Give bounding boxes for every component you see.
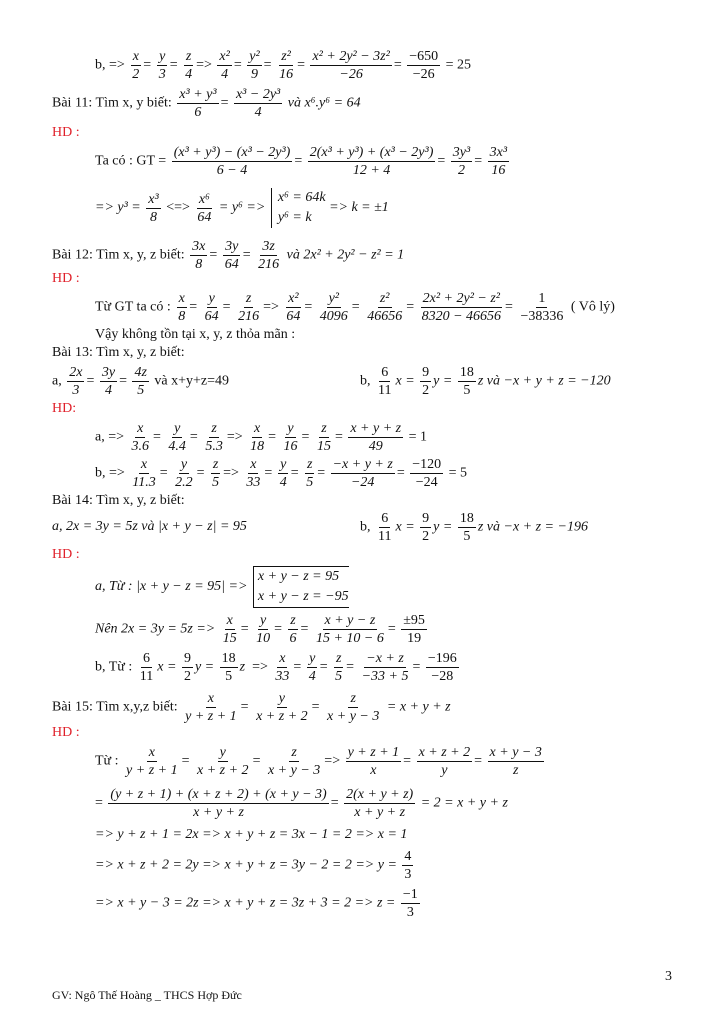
fraction: $\frac{y}{x + z + 2}$ bbox=[256, 691, 308, 724]
fraction: $\frac{x}{2}$ bbox=[132, 49, 140, 82]
fraction: $\frac{x}{3.6}$ bbox=[131, 421, 150, 454]
fraction: $\frac{-1}{3}$ bbox=[402, 887, 418, 920]
fraction: $\frac{x + y + z}{49}$ bbox=[350, 421, 402, 454]
fraction: $\frac{z}{216}$ bbox=[238, 291, 260, 324]
fraction: $\frac{\text{x³}}{8}$ bbox=[148, 191, 159, 225]
fraction: $\frac{x}{8}$ bbox=[178, 291, 186, 324]
fraction: $\frac{z}{5}$ bbox=[212, 457, 220, 490]
fraction: $\frac{x}{y + z + 1}$ bbox=[185, 691, 237, 724]
bai15-line2: = $\frac{(y + z + 1) + (x + z + 2) + (x + y - 3)}{x + y + z}$ = $\frac{2(x + y + z)}{x + y + z}$ = 2 = x + y + z bbox=[95, 787, 508, 820]
fraction: $\frac{\text{2x² + 2y² − z²}}{8320 - 46656}$ bbox=[421, 291, 502, 324]
fraction: $\frac{9}{2}$ bbox=[422, 365, 430, 398]
fraction: $\frac{\pm 95}{19}$ bbox=[403, 613, 425, 646]
fraction: $\frac{9}{2}$ bbox=[422, 511, 430, 544]
page-number: 3 bbox=[665, 969, 672, 984]
fraction: $\frac{\text{2(x³ + y³) + (x³ − 2y³)}}{12 + 4}$ bbox=[309, 145, 434, 178]
fraction: $\frac{\text{y²}}{9}$ bbox=[249, 49, 260, 82]
bai11-line2: => y³ = $\frac{\text{x³}}{8}$ <=> $\frac{\text{x⁶}}{64}$ = y⁶ => x⁶ = 64k y⁶ = k => k = ±1 bbox=[95, 188, 389, 228]
bai13-hd-a: a, => $\frac{x}{3.6}$ = $\frac{y}{4.4}$ = $\frac{z}{5.3}$ => $\frac{x}{18}$ = $\frac{y}{16}$ = $\frac{z}{15}$ = $\frac{x + y + z}{49}$ = 1 bbox=[95, 421, 428, 454]
fraction: $\frac{x + y - 3}{z}$ bbox=[489, 745, 542, 778]
bai14-hd-a: a, Từ : |x + y − z = 95| => x + y − z = 95 x + y − z = −95 bbox=[95, 566, 349, 608]
fraction: $\frac{4}{3}$ bbox=[404, 849, 412, 882]
fraction: $\frac{\text{(x³ + y³) − (x³ − 2y³)}}{6 - 4}$ bbox=[173, 145, 291, 178]
fraction: $\frac{\text{y²}}{4096}$ bbox=[319, 291, 348, 324]
fraction: $\frac{3x}{8}$ bbox=[192, 239, 206, 272]
bai11-line1: Ta có : GT = $\frac{\text{(x³ + y³) − (x³ − 2y³)}}{6 - 4}$ = $\frac{\text{2(x³ + y³) + (x³ − 2y³)}}{12 + 4}$ = $\frac{\text{3y³}}{2}$ = $\frac{\text{3x³}}{16}$ bbox=[95, 145, 508, 178]
fraction: $\frac{y}{16}$ bbox=[283, 421, 298, 454]
fraction: $\frac{x}{33}$ bbox=[246, 457, 261, 490]
fraction: $\frac{y}{4.4}$ bbox=[168, 421, 186, 454]
fraction: $\frac{\text{z²}}{16}$ bbox=[279, 49, 294, 82]
fraction: $\frac{3z}{216}$ bbox=[258, 239, 280, 272]
fraction: $\frac{18}{5}$ bbox=[459, 511, 474, 544]
fraction: $\frac{z}{4}$ bbox=[185, 49, 193, 82]
fraction: $\frac{\text{z²}}{46656}$ bbox=[367, 291, 403, 324]
fraction: $\frac{18}{5}$ bbox=[459, 365, 474, 398]
bai11-hd: HD : bbox=[52, 125, 80, 140]
fraction: $\frac{1}{-38336}$ bbox=[520, 291, 564, 324]
fraction: $\frac{3y}{4}$ bbox=[101, 365, 116, 398]
fraction: $\frac{y}{4}$ bbox=[279, 457, 287, 490]
fraction: $\frac{y}{3}$ bbox=[158, 49, 166, 82]
fraction: $\frac{6}{11}$ bbox=[378, 365, 392, 398]
fraction: $\frac{y}{2.2}$ bbox=[175, 457, 193, 490]
fraction: $\frac{z}{5.3}$ bbox=[205, 421, 223, 454]
bai15-line3: => y + z + 1 = 2x => x + y + z = 3x − 1 = 2 => x = 1 bbox=[95, 827, 408, 842]
fraction: $\frac{4z}{5}$ bbox=[134, 365, 147, 398]
fraction: $\frac{z}{6}$ bbox=[289, 613, 297, 646]
fraction: $\frac{x}{15}$ bbox=[222, 613, 237, 646]
fraction: $\frac{x + y - z}{15 + 10 - 6}$ bbox=[315, 613, 384, 646]
fraction: $\frac{x + z + 2}{y}$ bbox=[418, 745, 471, 778]
fraction: $\frac{y}{64}$ bbox=[204, 291, 219, 324]
bai14-title: Bài 14: Tìm x, y, z biết: bbox=[52, 493, 185, 508]
fraction: $\frac{-x + z}{-33 + 5}$ bbox=[361, 651, 409, 684]
bai12-hd: HD : bbox=[52, 271, 80, 286]
fraction: $\frac{6}{11}$ bbox=[139, 651, 154, 684]
footer-author: GV: Ngô Thế Hoàng _ THCS Hợp Đức bbox=[52, 988, 242, 1002]
fraction: $\frac{\text{x²}}{64}$ bbox=[286, 291, 301, 324]
bai13-b: b, $\frac{6}{11}$ x = $\frac{9}{2}$ y = $\frac{18}{5}$ z và −x + y + z = −120 bbox=[360, 365, 611, 398]
bai13-hd: HD: bbox=[52, 401, 77, 416]
fraction: $\frac{9}{2}$ bbox=[183, 651, 191, 684]
fraction: $\frac{6}{11}$ bbox=[378, 511, 392, 544]
bai14-hd: HD : bbox=[52, 547, 80, 562]
fraction: $\frac{18}{5}$ bbox=[221, 651, 236, 684]
fraction: $\frac{y}{4}$ bbox=[308, 651, 316, 684]
bai15-title: Bài 15: Tìm x,y,z biết: $\frac{x}{y + z + 1}$ = $\frac{y}{x + z + 2}$ = $\frac{z}{x + y - 3}$ = x + y + z bbox=[52, 691, 451, 724]
fraction: $\frac{\text{3y³}}{2}$ bbox=[452, 145, 471, 178]
fraction: $\frac{y}{10}$ bbox=[256, 613, 271, 646]
fraction: $\frac{\text{x³ + y³}}{6}$ bbox=[179, 87, 217, 120]
bai13-hd-b: b, => $\frac{x}{11.3}$ = $\frac{y}{2.2}$ = $\frac{z}{5}$ => $\frac{x}{33}$ = $\frac{y}{4}$ = $\frac{z}{5}$ = $\frac{-x + y + z}{-24}$ = $\frac{-120}{-24}$ = 5 bbox=[95, 457, 468, 490]
bai14-nen: Nên 2x = 3y = 5z => $\frac{x}{15}$ = $\frac{y}{10}$ = $\frac{z}{6}$ = $\frac{x + y - z}{15 + 10 - 6}$ = $\frac{\pm 95}{19}$ bbox=[95, 613, 425, 646]
fraction: $\frac{x}{18}$ bbox=[250, 421, 265, 454]
b10-line: b, => $\frac{x}{2}$ = $\frac{y}{3}$ = $\frac{z}{4}$ => $\frac{\text{x²}}{4}$ = $\frac{\text{y²}}{9}$ = $\frac{\text{z²}}{16}$ = $\frac{\text{x² + 2y² − 3z²}}{-26}$ = $\frac{-650}{-26}$ = 25 bbox=[95, 49, 472, 82]
fraction: $\frac{-196}{-28}$ bbox=[427, 651, 457, 684]
bai13-title: Bài 13: Tìm x, y, z biết: bbox=[52, 345, 185, 360]
fraction: $\frac{x}{y + z + 1}$ bbox=[126, 745, 178, 778]
bai14-hd-b: b, Từ : $\frac{6}{11}$ x = $\frac{9}{2}$ y = $\frac{18}{5}$ z => $\frac{x}{33}$ = $\frac{y}{4}$ = $\frac{z}{5}$ = $\frac{-x + z}{-33 + 5}$ = $\frac{-196}{-28}$ bbox=[95, 651, 457, 684]
fraction: $\frac{-x + y + z}{-24}$ bbox=[332, 457, 393, 490]
fraction: $\frac{y}{x + z + 2}$ bbox=[197, 745, 249, 778]
fraction: $\frac{z}{15}$ bbox=[316, 421, 331, 454]
fraction: $\frac{2(x + y + z)}{x + y + z}$ bbox=[346, 787, 414, 820]
bai15-hd: HD : bbox=[52, 725, 80, 740]
bai15-line4: => x + z + 2 = 2y => x + y + z = 3y − 2 = 2 => y = $\frac{4}{3}$ bbox=[95, 849, 412, 882]
bai12-title: Bài 12: Tìm x, y, z biết: $\frac{3x}{8}$ = $\frac{3y}{64}$ = $\frac{3z}{216}$ và 2x² + 2y² − z² = 1 bbox=[52, 239, 405, 272]
fraction: $\frac{-120}{-24}$ bbox=[412, 457, 442, 490]
fraction: $\frac{x}{11.3}$ bbox=[132, 457, 156, 490]
fraction: $\frac{z}{x + y - 3}$ bbox=[327, 691, 380, 724]
bai11-title: Bài 11: Tìm x, y biết: $\frac{\text{x³ + y³}}{6}$ = $\frac{\text{x³ − 2y³}}{4}$ và x⁶.y⁶ = 64 bbox=[52, 87, 361, 120]
bai12-line1: Từ GT ta có : $\frac{x}{8}$ = $\frac{y}{64}$ = $\frac{z}{216}$ => $\frac{\text{x²}}{64}$ = $\frac{\text{y²}}{4096}$ = $\frac{\text{z²}}{46656}$ = $\frac{\text{2x² + 2y² − z²}}{8320 - 46656}$ = $\frac{1}{-38336}$ ( Vô lý) bbox=[95, 291, 615, 324]
bai14-a: a, 2x = 3y = 5z và |x + y − z| = 95 bbox=[52, 519, 247, 534]
bai15-line5: => x + y − 3 = 2z => x + y + z = 3z + 3 = 2 => z = $\frac{-1}{3}$ bbox=[95, 887, 418, 920]
bai13-a: a, $\frac{2x}{3}$ = $\frac{3y}{4}$ = $\frac{4z}{5}$ và x+y+z=49 bbox=[52, 365, 230, 398]
fraction: $\frac{-650}{-26}$ bbox=[409, 49, 439, 82]
fraction: $\frac{\text{x² + 2y² − 3z²}}{-26}$ bbox=[312, 49, 390, 82]
fraction: $\frac{3y}{64}$ bbox=[224, 239, 239, 272]
fraction: $\frac{\text{x²}}{4}$ bbox=[219, 49, 230, 82]
fraction: $\frac{\text{x³ − 2y³}}{4}$ bbox=[235, 87, 281, 120]
fraction: $\frac{y + z + 1}{x}$ bbox=[347, 745, 400, 778]
fraction: $\frac{x}{33}$ bbox=[275, 651, 290, 684]
fraction: $\frac{z}{x + y - 3}$ bbox=[267, 745, 321, 778]
fraction: $\frac{z}{5}$ bbox=[335, 651, 343, 684]
fraction: $\frac{\text{3x³}}{16}$ bbox=[489, 145, 508, 178]
fraction: $\frac{z}{5}$ bbox=[306, 457, 314, 490]
fraction: $\frac{\text{x⁶}}{64}$ bbox=[197, 191, 212, 225]
fraction: $\frac{2x}{3}$ bbox=[69, 365, 83, 398]
bai15-line1: Từ : $\frac{x}{y + z + 1}$ = $\frac{y}{x + z + 2}$ = $\frac{z}{x + y - 3}$ => $\frac{y + z + 1}{x}$ = $\frac{x + z + 2}{y}$ = $\frac{x + y - 3}{z}$ bbox=[95, 745, 542, 778]
fraction: $\frac{(y + z + 1) + (x + z + 2) + (x + y - 3)}{x + y + z}$ bbox=[110, 787, 327, 820]
bai12-conclusion: Vậy không tồn tại x, y, z thỏa mãn : bbox=[95, 327, 296, 342]
bai14-b: b, $\frac{6}{11}$ x = $\frac{9}{2}$ y = $\frac{18}{5}$ z và −x + z = −196 bbox=[360, 511, 588, 544]
